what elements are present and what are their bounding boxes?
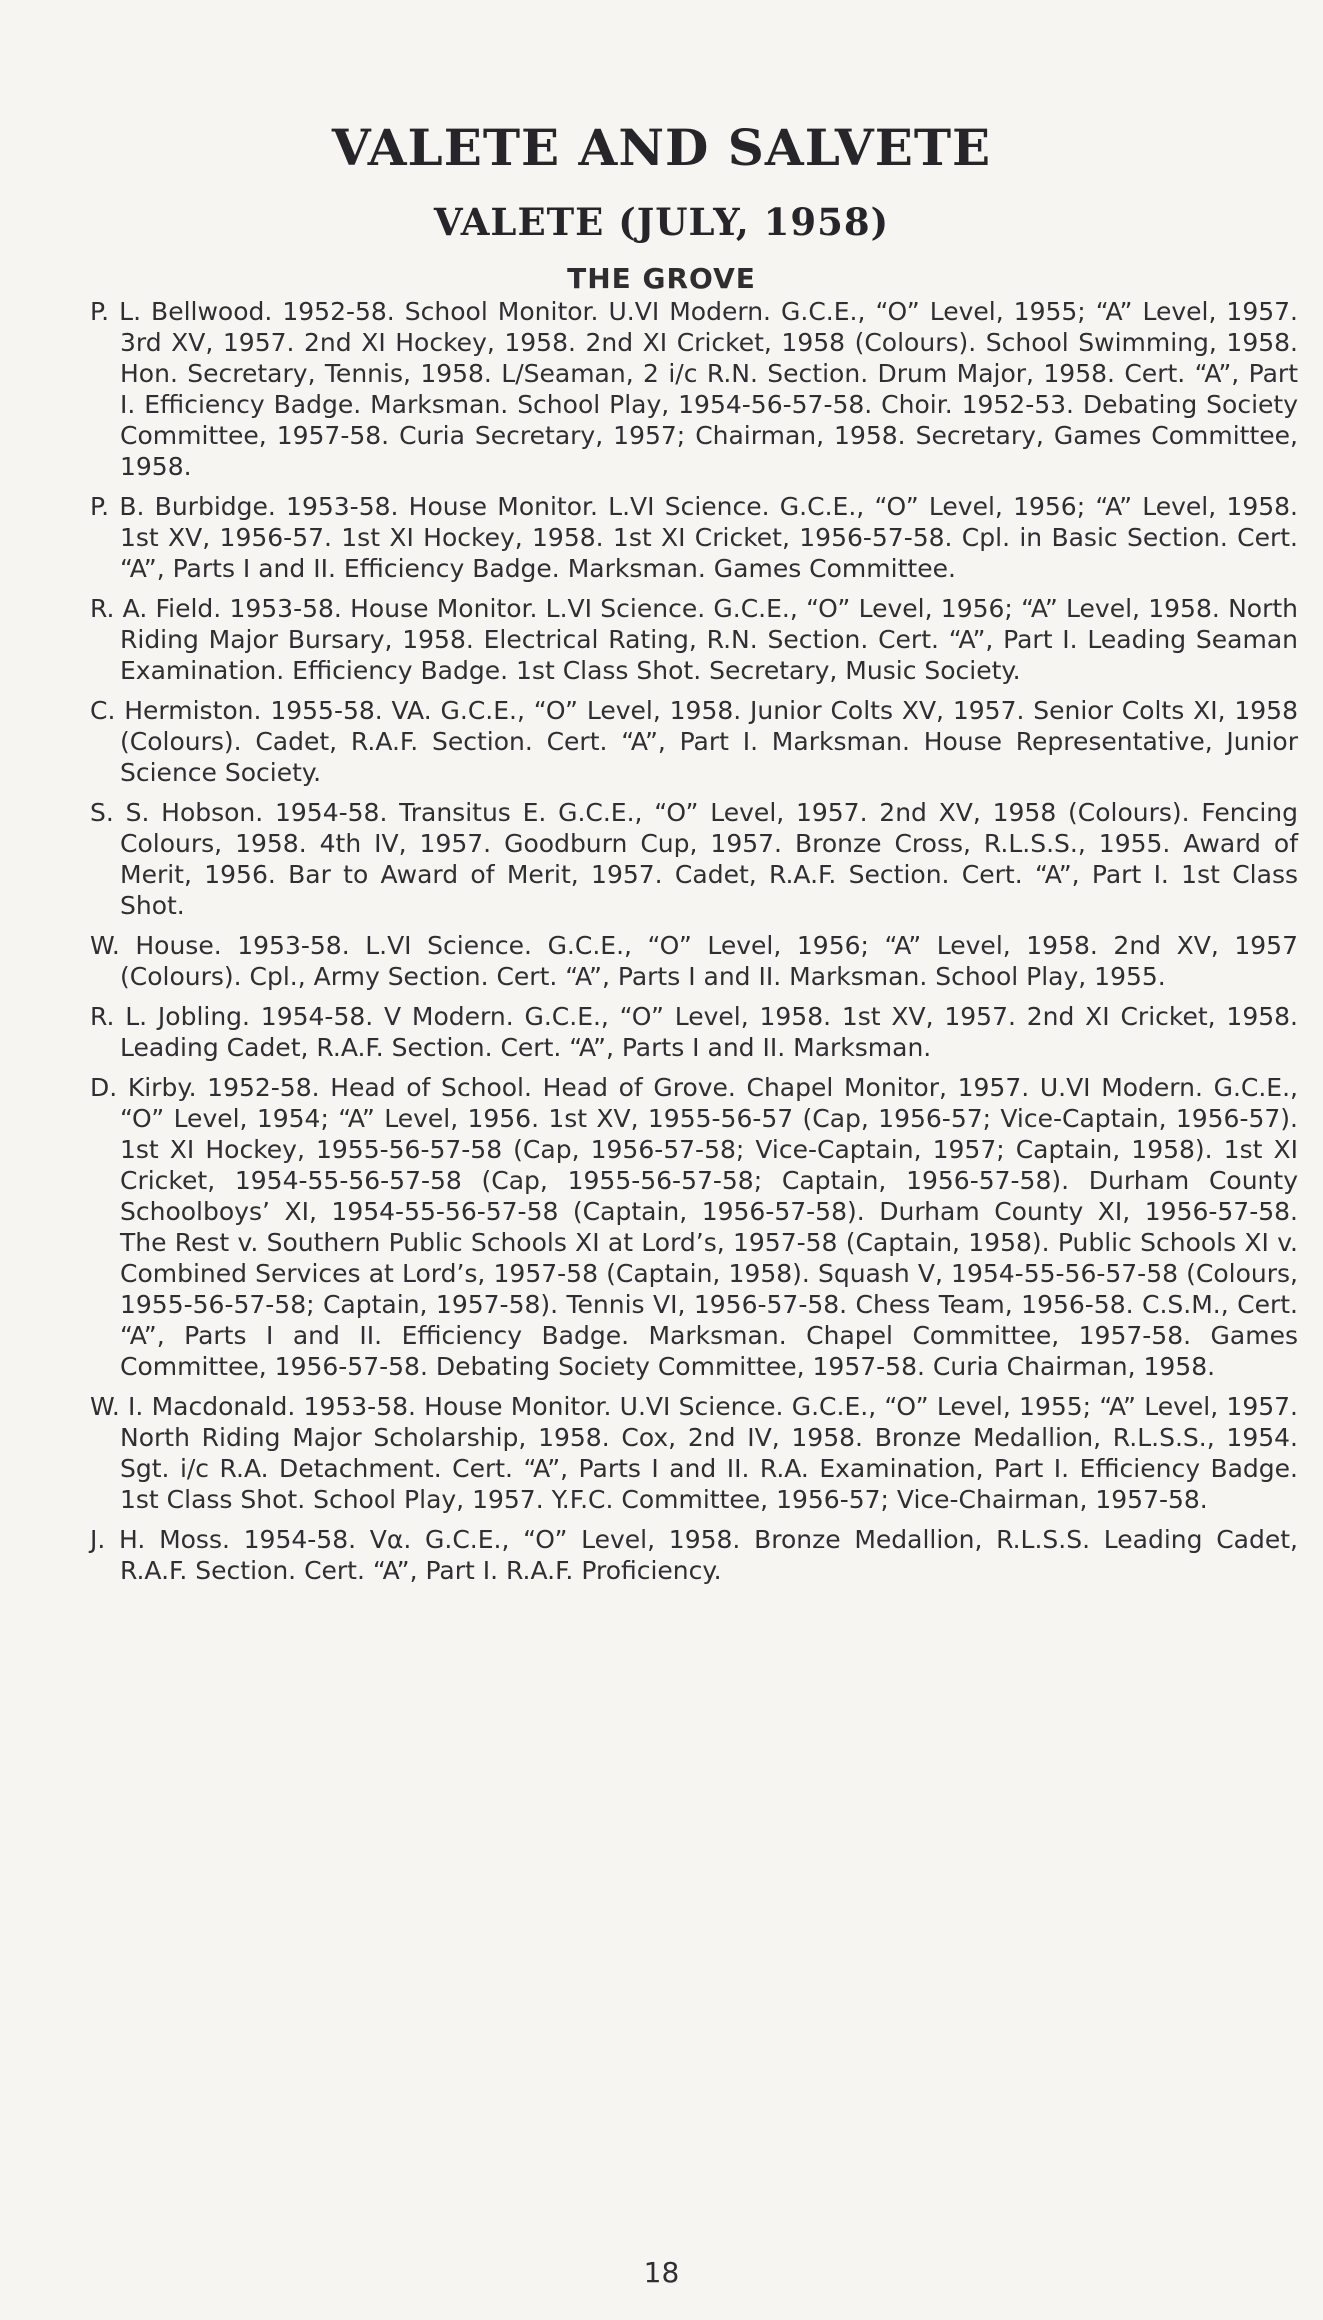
entry-field: R. A. Field. 1953-58. House Monitor. L.VI Science. G.C.E., “O” Level, 1956; “A” Level, 1958. North Riding Major Bursary, 1958. Electrical Rating, R.N. Section. Cert. “A”, Part I. Leading Seaman Examination. Efficiency Badge. 1st Class Shot. Secretary, Music Society. [90, 594, 1298, 685]
entry-kirby: D. Kirby. 1952-58. Head of School. Head of Grove. Chapel Monitor, 1957. U.VI Modern. G.C.E., “O” Level, 1954; “A” Level, 1956. 1st XV, 1955-56-57 (Cap, 1956-57; Vice-Captain, 1956-57). 1st XI Hockey, 1955-56-57-58 (Cap, 1956-57-58; Vice-Captain, 1957; Captain, 1958). 1st XI Cricket, 1954-55-56-57-58 (Cap, 1955-56-57-58; Captain, 1956-57-58). Durham County Schoolboys’ XI, 1954-55-56-57-58 (Captain, 1956-57-58). Durham County XI, 1956-57-58. The Rest v. Southern Public Schools XI at Lord’s, 1957-58 (Captain, 1958). Public Schools XI v. Combined Services at Lord’s, 1957-58 (Captain, 1958). Squash V, 1954-55-56-57-58 (Colours, 1955-56-57-58; Captain, 1957-58). Tennis VI, 1956-57-58. Chess Team, 1956-58. C.S.M., Cert. “A”, Parts I and II. Efficiency Badge. Marksman. Chapel Committee, 1957-58. Games Committee, 1956-57-58. Debating Society Committee, 1957-58. Curia Chairman, 1958. [90, 1073, 1298, 1381]
page-title: VALETE AND SALVETE [331, 118, 992, 177]
entry-hobson: S. S. Hobson. 1954-58. Transitus E. G.C.E., “O” Level, 1957. 2nd XV, 1958 (Colours). Fencing Colours, 1958. 4th IV, 1957. Goodburn Cup, 1957. Bronze Cross, R.L.S.S., 1955. Award of Merit, 1956. Bar to Award of Merit, 1957. Cadet, R.A.F. Section. Cert. “A”, Part I. 1st Class Shot. [90, 798, 1298, 920]
entry-house: W. House. 1953-58. L.VI Science. G.C.E., “O” Level, 1956; “A” Level, 1958. 2nd XV, 1957 (Colours). Cpl., Army Section. Cert. “A”, Parts I and II. Marksman. School Play, 1955. [90, 931, 1298, 991]
entry-burbidge: P. B. Burbidge. 1953-58. House Monitor. L.VI Science. G.C.E., “O” Level, 1956; “A” Level, 1958. 1st XV, 1956-57. 1st XI Hockey, 1958. 1st XI Cricket, 1956-57-58. Cpl. in Basic Section. Cert. “A”, Parts I and II. Efficiency Badge. Marksman. Games Committee. [90, 492, 1298, 583]
entry-list [90, 296, 1298, 1595]
entry-moss: J. H. Moss. 1954-58. Vα. G.C.E., “O” Level, 1958. Bronze Medallion, R.L.S.S. Leading Cadet, R.A.F. Section. Cert. “A”, Part I. R.A.F. Proficiency. [90, 1525, 1298, 1585]
entry-jobling: R. L. Jobling. 1954-58. V Modern. G.C.E., “O” Level, 1958. 1st XV, 1957. 2nd XI Cricket, 1958. Leading Cadet, R.A.F. Section. Cert. “A”, Parts I and II. Marksman. [90, 1002, 1298, 1062]
entry-bellwood: P. L. Bellwood. 1952-58. School Monitor. U.VI Modern. G.C.E., “O” Level, 1955; “A” Level, 1957. 3rd XV, 1957. 2nd XI Hockey, 1958. 2nd XI Cricket, 1958 (Colours). School Swimming, 1958. Hon. Secretary, Tennis, 1958. L/Seaman, 2 i/c R.N. Section. Drum Major, 1958. Cert. “A”, Part I. Efficiency Badge. Marksman. School Play, 1954-56-57-58. Choir. 1952-53. Debating Society Committee, 1957-58. Curia Secretary, 1957; Chairman, 1958. Secretary, Games Committee, 1958. [90, 297, 1298, 481]
page-subtitle: VALETE (JULY, 1958) [433, 200, 890, 244]
entry-macdonald: W. I. Macdonald. 1953-58. House Monitor. U.VI Science. G.C.E., “O” Level, 1955; “A” Level, 1957. North Riding Major Scholarship, 1958. Cox, 2nd IV, 1958. Bronze Medallion, R.L.S.S., 1954. Sgt. i/c R.A. Detachment. Cert. “A”, Parts I and II. R.A. Examination, Part I. Efficiency Badge. 1st Class Shot. School Play, 1957. Y.F.C. Committee, 1956-57; Vice-Chairman, 1957-58. [90, 1392, 1298, 1514]
section-heading: THE GROVE [567, 262, 756, 295]
entry-hermiston: C. Hermiston. 1955-58. VA. G.C.E., “O” Level, 1958. Junior Colts XV, 1957. Senior Colts XI, 1958 (Colours). Cadet, R.A.F. Section. Cert. “A”, Part I. Marksman. House Representative, Junior Science Society. [90, 696, 1298, 787]
page-number: 18 [643, 2256, 680, 2289]
